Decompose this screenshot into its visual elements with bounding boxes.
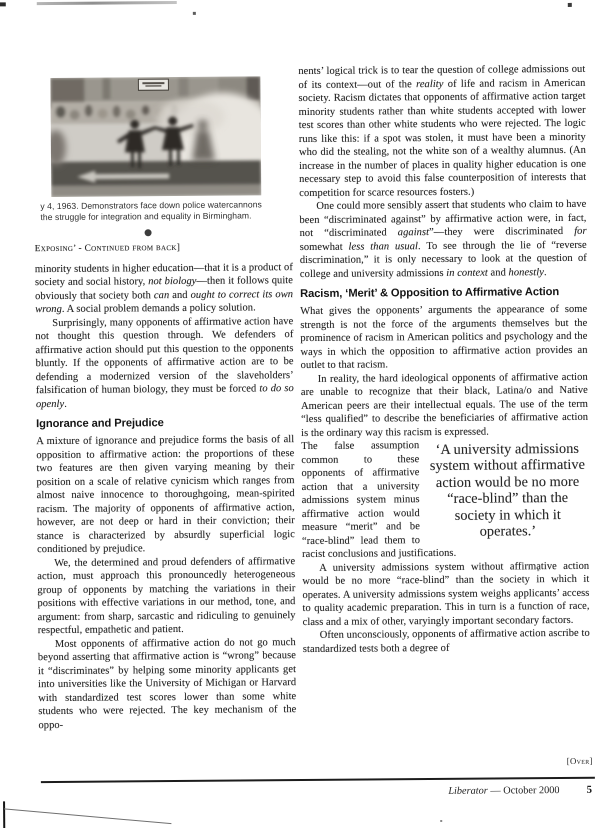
pull-quote: ‘A university admissions system without affirmative action would be no more “race-blind” than the society in which it operates.’ xyxy=(429,440,586,540)
over-marker: [Over] xyxy=(566,755,593,766)
continued-from-note: Exposing’ - Continued from back] xyxy=(34,242,181,255)
section-divider-bullet xyxy=(145,229,152,236)
photo-caption-line2: the struggle for integration and equality in Birmingham. xyxy=(40,210,252,223)
demonstrators-photo xyxy=(50,76,261,197)
paragraph: The false assumption common to these opponents of affirmative action that a university admissions system minus affirmative action would measure “merit” and be “race-blind” lead them to racist conclusions and justifications. xyxy=(301,440,457,561)
photo-caption-line1: y 4, 1963. Demonstrators face down police watercannons xyxy=(40,199,262,212)
scan-edge-bar xyxy=(3,801,5,828)
scan-speck xyxy=(193,12,196,15)
left-column xyxy=(33,62,296,732)
photo-caption xyxy=(40,199,272,223)
paragraph: In reality, the hard ideological opponents of affirmative action are unable to recognize that their black, Latina/o and Native American peers are their intellectual equals. The use of the term “less qualified” to describe the beneficiaries of affirmative action is the ordinary way this racism is expressed. xyxy=(300,371,589,439)
paragraph: One could more sensibly assert that students who claim to have been “discriminated against” by affirmative action were, in fact, not “discriminated against”—they were discriminated for somewhat less than usual. To see through the lie of “reverse discrimination,” it is only necessary to look at the question of college and university admissions in context and honestly. xyxy=(299,198,587,280)
paragraph: Surprisingly, many opponents of affirmative action have not thought this question through. We defenders of affirmative action should put this question to the opponents bluntly. If the opponents of affirmative action are to be defending a modernized version of the slaveholders’ falsification of human biology, they must be forced to do so openly. xyxy=(35,315,294,410)
footer-rule xyxy=(41,777,595,783)
section-heading-ignorance: Ignorance and Prejudice xyxy=(36,417,164,431)
page-curl-line xyxy=(4,808,171,824)
demonstrators-photo-illustration xyxy=(50,76,261,197)
section-heading-racism: Racism, ‘Merit’ & Opposition to Affirmative Action xyxy=(300,286,560,301)
journal-name: Liberator xyxy=(448,785,488,797)
paragraph: Most opponents of affirmative action do not go much beyond asserting that affirmative action is “wrong” because it “discriminates” by helping some minority applicants get into universities like the University of Michigan or Harvard with standardized test scores lower than some white students who were rejected. The key mechanism of the oppo- xyxy=(37,636,297,731)
page-number: 5 xyxy=(586,783,593,796)
footer-credit xyxy=(448,784,592,797)
paragraph: A university admissions system without affirmative action would be no more “race-blind” than the society in which it operates. A university admissions system weighs applicants’ access to quality academic preparation. This in turn is a function of race, class and a mix of other, varyingly important secondary factors. xyxy=(302,560,590,628)
paragraph: minority students in higher education—that it is a product of society and social history, not biology—then it follows quite obviously that society both can and ought to correct its own wrong. A social problem demands a policy solution. xyxy=(34,261,294,316)
scan-corner-mark xyxy=(0,2,6,6)
paragraph: Often unconsciously, opponents of affirmative action ascribe to standardized tests both a degree of xyxy=(302,627,590,655)
paragraph: We, the determined and proud defenders of affirmative action, must approach this pronouncedly heterogeneous group of opponents by matching the variations in their positions with effective variations in our method, tone, and argument: from sharp, sarcastic and ridiculing to genuinely respectful, empathetic and patient. xyxy=(37,555,296,637)
issue-date: — October 2000 xyxy=(487,785,560,797)
scan-speck xyxy=(440,820,442,822)
paragraph: nents’ logical trick is to tear the question of college admissions out of its context—out of the reality of life and racism in American society. Racism dictates that opponents of affirmative action target minority students rather than white students accepted with lower test scores than other white students who were rejected. The logic runs like this: if a spot was stolen, it must have been a minority who did the stealing, not the white son of a wealthy alumnus. (An increase in the number of places in quality higher education is one necessary step to avoid this false counterposition of interests that competition for scarce resources fosters.) xyxy=(298,63,587,199)
paragraph: A mixture of ignorance and prejudice forms the basis of all opposition to affirmative action: the proportions of these two features are then given varying meaning by their position on a scale of relative cynicism which ranges from almost naive innocence to thoroughgoing, mean-spirited racism. The majority of opponents of affirmative action, however, are not deep or hard in their conviction; their stance is characterized by absurdly superficial logic conditioned by prejudice. xyxy=(36,434,295,556)
paragraph: What gives the opponents’ arguments the appearance of some strength is not the force of the arguments themselves but the prominence of racism in American politics and psychology and the ways in which the opposition to affirmative action provides an outlet to that racism. xyxy=(300,303,588,372)
photo-street-sign xyxy=(138,79,168,90)
scanner-edge-smudge xyxy=(37,1,177,5)
right-column xyxy=(298,60,590,656)
scan-speck xyxy=(568,3,572,7)
